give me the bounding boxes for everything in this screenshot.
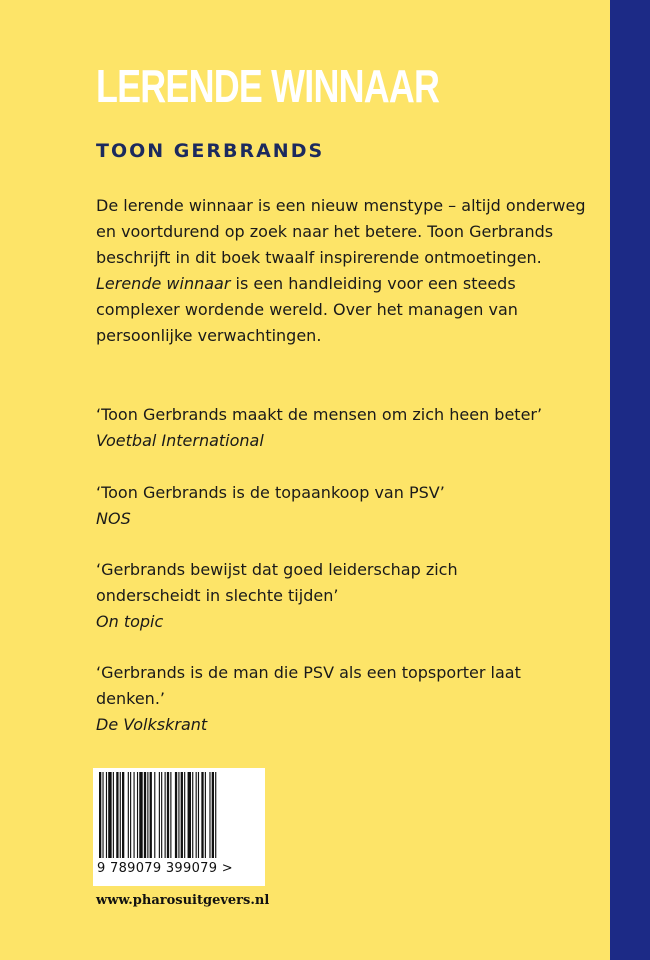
barcode-bar: [201, 772, 203, 858]
quote-text: ‘Toon Gerbrands maakt de mensen om zich heen beter’: [96, 405, 543, 424]
barcode-bar: [150, 772, 152, 858]
barcode-bar: [159, 772, 160, 858]
barcode-bar: [161, 772, 162, 858]
author-name: TOON GERBRANDS: [96, 140, 325, 162]
barcode-bar: [106, 772, 107, 858]
barcode-bar: [212, 772, 214, 858]
barcode-bars: [99, 772, 259, 860]
barcode-bar: [102, 772, 103, 858]
quote-2: [96, 480, 596, 532]
barcode-bar: [137, 772, 138, 858]
barcode-bar: [192, 772, 193, 858]
barcode-bar: [209, 772, 210, 858]
quote-text: ‘Toon Gerbrands is de topaankoop van PSV’: [96, 483, 445, 502]
book-title: LERENDE WINNAAR: [96, 60, 440, 112]
quote-source: Voetbal International: [96, 431, 264, 450]
barcode-bar: [165, 772, 166, 858]
barcode-bar: [181, 772, 183, 858]
barcode-bar: [130, 772, 131, 858]
barcode-bar: [113, 772, 114, 858]
barcode-bar: [128, 772, 129, 858]
blurb-part-2: is een handleiding voor een steeds complexer wordende wereld. Over het managen van persoonlijke verwachtingen.: [96, 274, 518, 345]
quote-1: [96, 402, 596, 454]
barcode-bar: [99, 772, 101, 858]
quote-text: ‘Gerbrands is de man die PSV als een topsporter laat denken.’: [96, 663, 521, 708]
barcode-bar: [178, 772, 179, 858]
barcode-bar: [108, 772, 111, 858]
quote-text: ‘Gerbrands bewijst dat goed leiderschap zich onderscheidt in slechte tijden’: [96, 560, 458, 605]
publisher-website: www.pharosuitgevers.nl: [96, 893, 270, 908]
barcode-bar: [188, 772, 191, 858]
barcode-bar: [198, 772, 199, 858]
blurb: [96, 193, 596, 349]
barcode-bar: [147, 772, 148, 858]
blurb-part-1: De lerende winnaar is een nieuw menstype – altijd onderweg en voortdurend op zoek naar het betere. Toon Gerbrands beschrijft in dit boek twaalf inspirerende ontmoetingen.: [96, 196, 586, 267]
barcode-bar: [122, 772, 124, 858]
barcode-bar: [139, 772, 142, 858]
barcode-bar: [175, 772, 177, 858]
barcode-bar: [144, 772, 146, 858]
quote-source: NOS: [96, 509, 131, 528]
quote-source: De Volkskrant: [96, 715, 208, 734]
barcode-bar: [120, 772, 121, 858]
blurb-italic-title: Lerende winnaar: [96, 274, 231, 293]
barcode-bar: [154, 772, 155, 858]
spine-stripe: [610, 0, 650, 960]
barcode-bar: [167, 772, 169, 858]
barcode-bar: [116, 772, 118, 858]
barcode-digits: 9 789079 399079 >: [97, 861, 233, 876]
barcode-bar: [170, 772, 171, 858]
barcode-bar: [134, 772, 135, 858]
barcode-bar: [196, 772, 197, 858]
quote-3: [96, 557, 516, 635]
barcode-bar: [184, 772, 185, 858]
barcode-bar: [205, 772, 206, 858]
barcode-bar: [215, 772, 216, 858]
barcode: [93, 768, 265, 886]
quote-4: [96, 660, 586, 738]
quote-source: On topic: [96, 612, 164, 631]
